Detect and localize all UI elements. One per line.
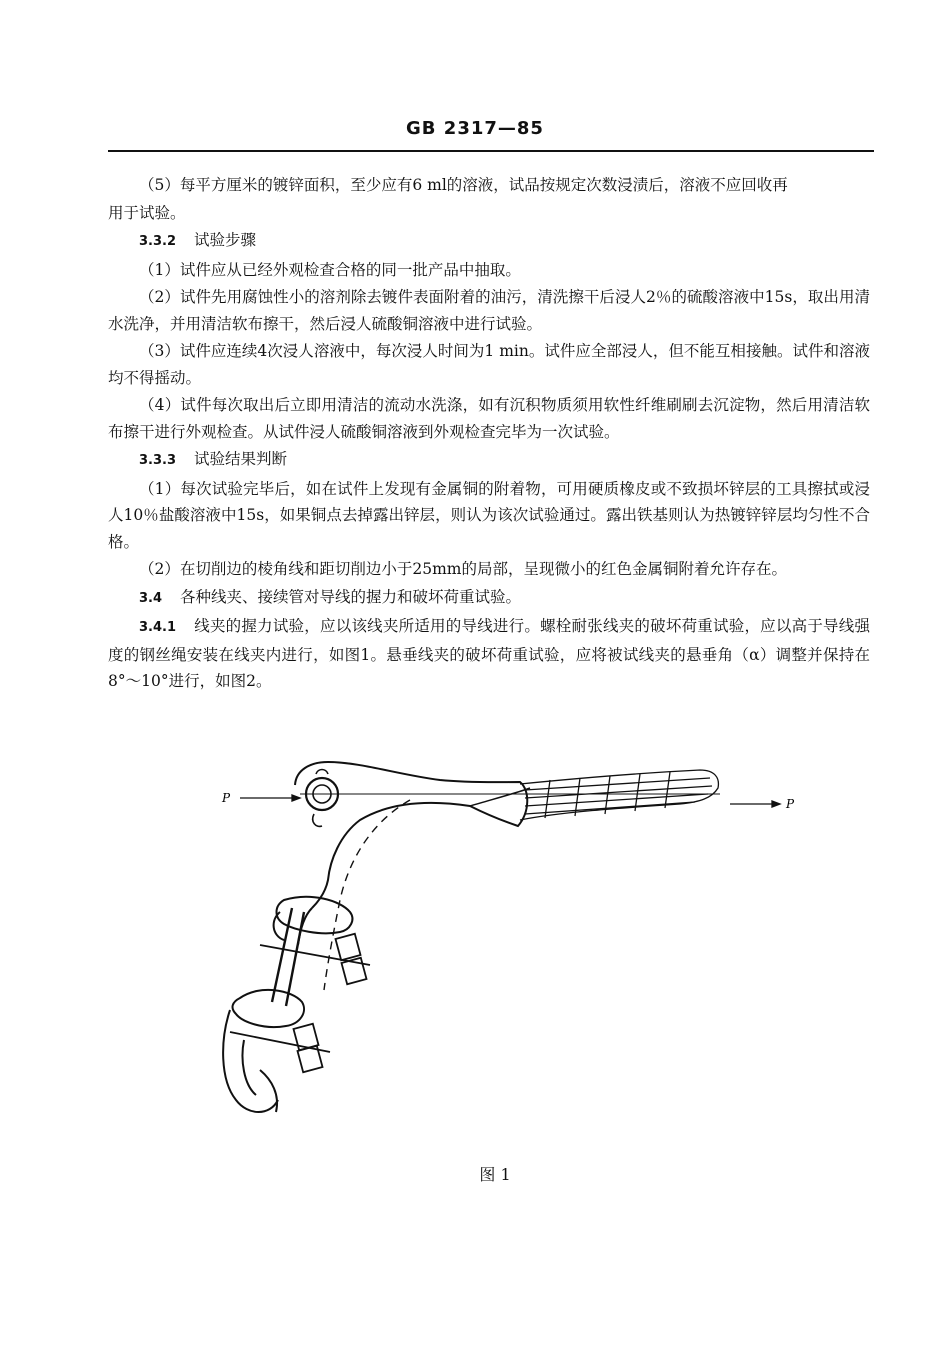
section-3-4-heading (108, 584, 870, 613)
header-rule (108, 150, 874, 152)
section-number: 3.3.2 (139, 234, 177, 249)
dashed-conductor-path (324, 800, 410, 990)
section-text: 线夹的握力试验，应以该线夹所适用的导线进行。螺栓耐张线夹的破坏荷重试验，应以高于导线强度的钢丝绳安装在线夹内进行，如图1。悬垂线夹的破坏荷重试验，应将被试线夹的悬垂角（α）调整并保持在8°～10°进行，如图2。 (108, 617, 870, 690)
section-title: 各种线夹、接续管对导线的握力和破坏荷重试验。 (180, 587, 522, 606)
figure-caption: 图 1 (479, 1165, 511, 1184)
section-number: 3.3.3 (139, 453, 177, 468)
figure-1-clamp-drawing (200, 740, 820, 1140)
left-force-arrow (240, 795, 300, 801)
paragraph-5-line1: （5）每平方厘米的镀锌面积，至少应有6 ml的溶液，试品按规定次数浸渍后，溶液不应回收再 (139, 176, 788, 194)
section-3-3-2-heading (108, 227, 870, 256)
section-title: 试验结果判断 (194, 450, 288, 468)
eye-bolt (306, 770, 338, 827)
paragraph-step-1: （1）试件应从已经外观检查合格的同一批产品中抽取。 (139, 260, 521, 279)
paragraph-result-1: （1）每次试验完毕后，如在试件上发现有金属铜的附着物，可用硬质橡皮或不致损坏锌层的工具擦拭或浸人10％盐酸溶液中15s，如果铜点去掉露出锌层，则认为该次试验通过。露出铁基则认为热镀锌锌层均匀性不合格。 (108, 479, 870, 551)
section-number: 3.4.1 (139, 620, 177, 635)
u-bolt-nuts (230, 908, 370, 1072)
left-force-label: P (222, 791, 231, 805)
paragraph-step-3: （3）试件应连续4次浸人溶液中，每次浸人时间为1 min。试件应全部浸人，但不能互相接触。试件和溶液均不得摇动。 (108, 342, 870, 387)
section-number: 3.4 (139, 590, 163, 606)
section-3-3-3-heading (108, 446, 870, 475)
paragraph-step-4: （4）试件每次取出后立即用清洁的流动水洗涤，如有沉积物质须用软性纤维刷刷去沉淀物，然后用清洁软布擦干进行外观检查。从试件浸人硫酸铜溶液到外观检查完毕为一次试验。 (108, 396, 870, 441)
right-force-arrow (730, 801, 780, 807)
section-3-4-1-paragraph (108, 613, 870, 695)
paragraph-step-2: （2）试件先用腐蚀性小的溶剂除去镀件表面附着的油污，清洗擦干后浸人2％的硫酸溶液中15s，取出用清水洗净，并用清洁软布擦干，然后浸人硫酸铜溶液中进行试验。 (108, 288, 870, 333)
section-title: 试验步骤 (194, 231, 257, 249)
standard-number-header: GB 2317—85 (406, 118, 544, 139)
document-body (108, 172, 870, 696)
wire-rope (520, 770, 718, 820)
paragraph-result-2: （2）在切削边的棱角线和距切削边小于25mm的局部，呈现微小的红色金属铜附着允许存在。 (139, 560, 787, 578)
right-force-label: P (786, 797, 795, 811)
paragraph-5-line2: 用于试验。 (108, 203, 186, 222)
